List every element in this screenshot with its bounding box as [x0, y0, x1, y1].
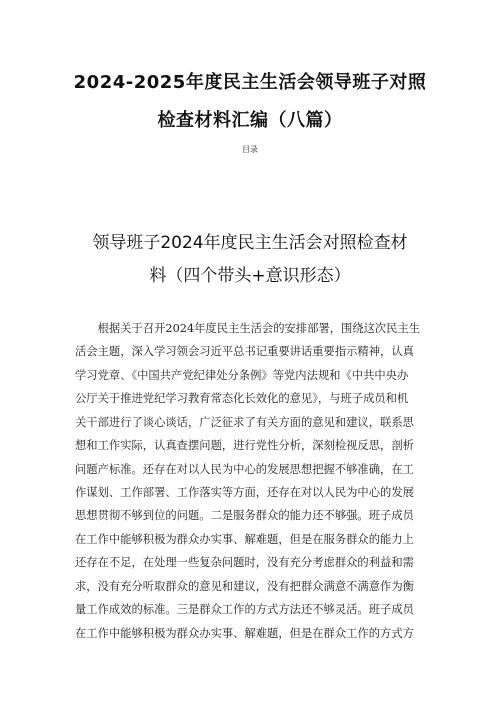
section-title-line-2: 料（四个带头+意识形态）: [149, 266, 351, 286]
body-paragraph-line: 想和工作实际，认真查摆问题，进行党性分析，深刻检视反思，剖析: [75, 439, 414, 452]
body-paragraph-line: 问题产标准。还存在对以人民为中心的发展思想把握不够准确，在工: [75, 463, 414, 476]
section-title-line-1: 领导班子2024年度民主生活会对照检查材: [92, 233, 408, 253]
document-title-line-1: 2024-2025年度民主生活会领导班子对照: [73, 72, 427, 93]
body-paragraph-line: 思想贯彻不够到位的问题。二是服务群众的能力还不够强。班子成员: [75, 509, 414, 522]
body-paragraph-line: 在工作中能够积极为群众办实事、解难题，但是在服务群众的能力上: [75, 533, 414, 546]
body-paragraph-line: 关干部进行了谈心谈话，广泛征求了有关方面的意见和建议，联系思: [75, 416, 414, 429]
body-paragraph-line: 根据关于召开2024年度民主生活会的安排部署，围绕这次民主生: [75, 322, 421, 335]
body-paragraph-line: 还存在不足，在处理一些复杂问题时，没有充分考虑群众的利益和需: [75, 556, 414, 569]
body-paragraph-line: 作谋划、工作部署、工作落实等方面，还存在对以人民为中心的发展: [75, 486, 414, 499]
body-paragraph-line: 在工作中能够积极为群众办实事、解难题，但是在群众工作的方式方: [75, 627, 414, 640]
body-paragraph-line: 量工作成效的标准。三是群众工作的方式方法还不够灵活。班子成员: [75, 603, 414, 616]
document-title-line-2: 检查材料汇编（八篇）: [157, 110, 343, 131]
toc-label: 目录: [242, 145, 258, 154]
body-paragraph-line: 活会主题，深入学习领会习近平总书记重要讲话重要指示精神，认真: [75, 345, 414, 358]
body-paragraph-line: 公厅关于推进党纪学习教育常态化长效化的意见》，与班子成员和机: [75, 392, 409, 405]
body-paragraph-line: 学习党章、《中国共产党纪律处分条例》等党内法规和《中共中央办: [75, 369, 409, 382]
body-paragraph-line: 求，没有充分听取群众的意见和建议，没有把群众满意不满意作为衡: [75, 580, 414, 593]
